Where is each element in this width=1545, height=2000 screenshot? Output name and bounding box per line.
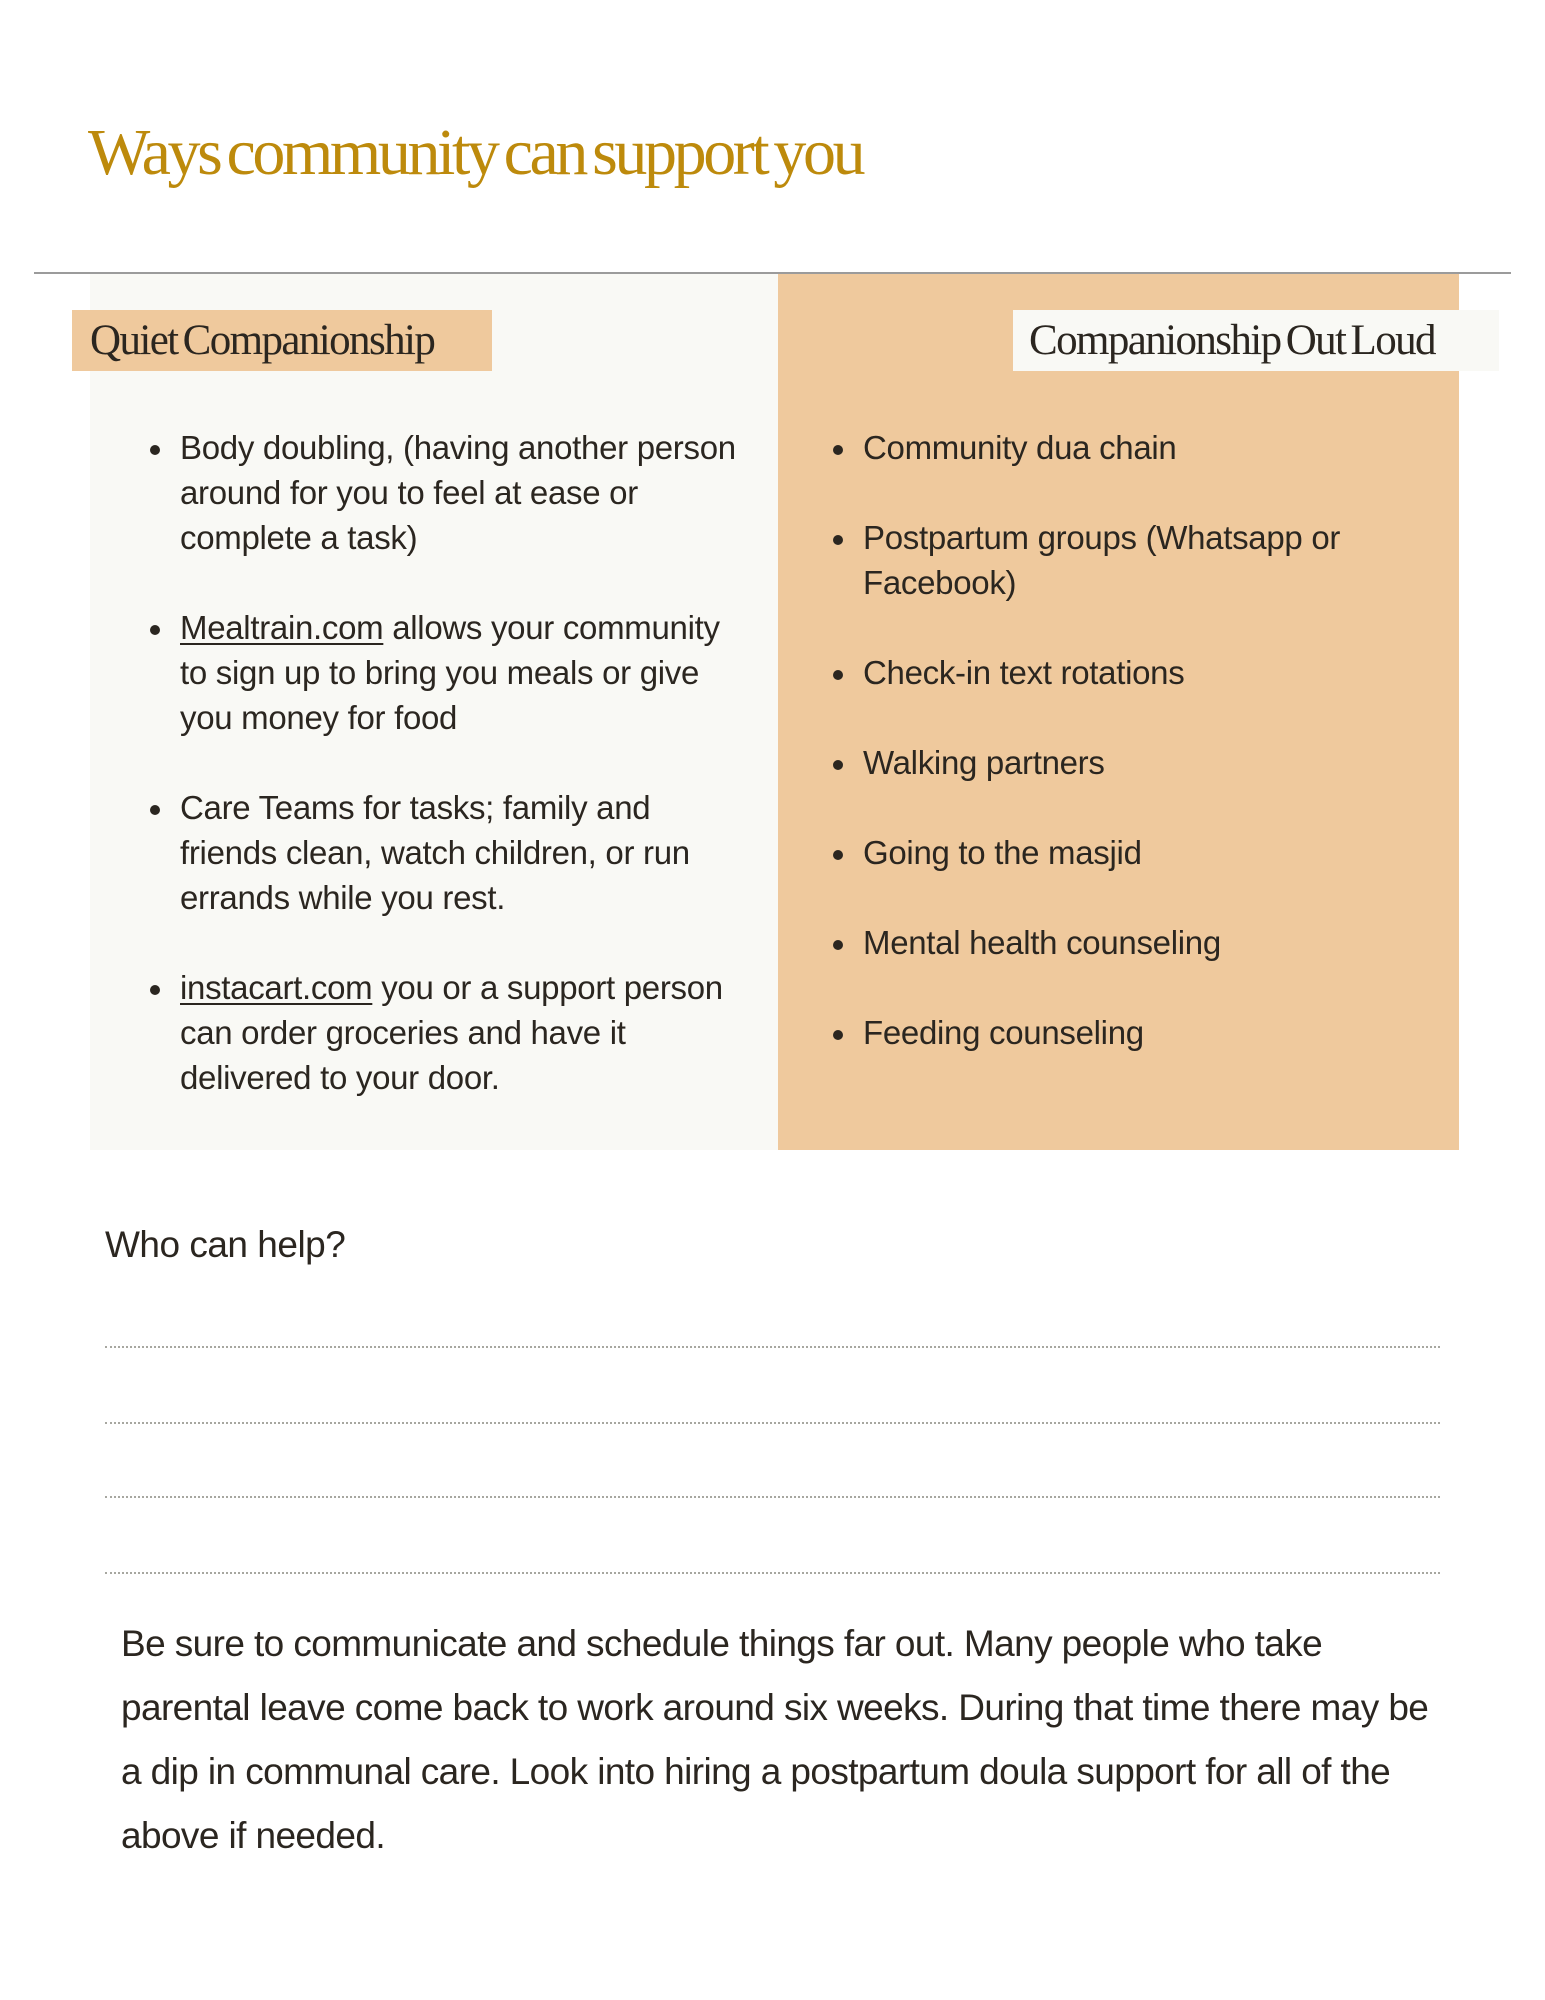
list-item-text: Care Teams for tasks; family and friends clean, watch children, or run errands while you rest.: [180, 789, 690, 916]
who-can-help-label: Who can help?: [105, 1224, 346, 1265]
mealtrain-link[interactable]: Mealtrain.com: [180, 609, 384, 646]
list-item: [180, 965, 750, 1100]
list-item: Check-in text rotations: [863, 650, 1423, 695]
instacart-link[interactable]: instacart.com: [180, 969, 373, 1006]
list-item: Feeding counseling: [863, 1010, 1423, 1055]
writing-line-4[interactable]: [105, 1572, 1440, 1574]
page-title: Ways community can support you: [88, 116, 863, 189]
list-item-text: allows your community to sign up to bring you meals or give you money for food: [180, 609, 720, 736]
list-item: Postpartum groups (Whatsapp or Facebook): [863, 515, 1423, 605]
list-item: Community dua chain: [863, 425, 1423, 470]
companionship-out-loud-heading: Companionship Out Loud: [1013, 310, 1499, 371]
writing-line-1[interactable]: [105, 1346, 1440, 1348]
writing-line-3[interactable]: [105, 1496, 1440, 1498]
list-item: Walking partners: [863, 740, 1423, 785]
companionship-out-loud-list: [863, 425, 1423, 1100]
writing-line-2[interactable]: [105, 1422, 1440, 1424]
list-item-text: you or a support person can order groceries and have it delivered to your door.: [180, 969, 723, 1096]
list-item-text: Body doubling, (having another person around for you to feel at ease or complete a task): [180, 429, 736, 556]
quiet-companionship-list: [180, 425, 750, 1145]
list-item: Going to the masjid: [863, 830, 1423, 875]
list-item: [180, 785, 750, 920]
list-item: Mental health counseling: [863, 920, 1423, 965]
quiet-companionship-heading: Quiet Companionship: [72, 310, 492, 371]
list-item: [180, 605, 750, 740]
closing-note: Be sure to communicate and schedule things far out. Many people who take parental leave come back to work around six weeks. During that time there may be a dip in communal care. Look into hiring a postpartum doula support for all of the above if needed.: [121, 1623, 1429, 1856]
list-item: [180, 425, 750, 560]
